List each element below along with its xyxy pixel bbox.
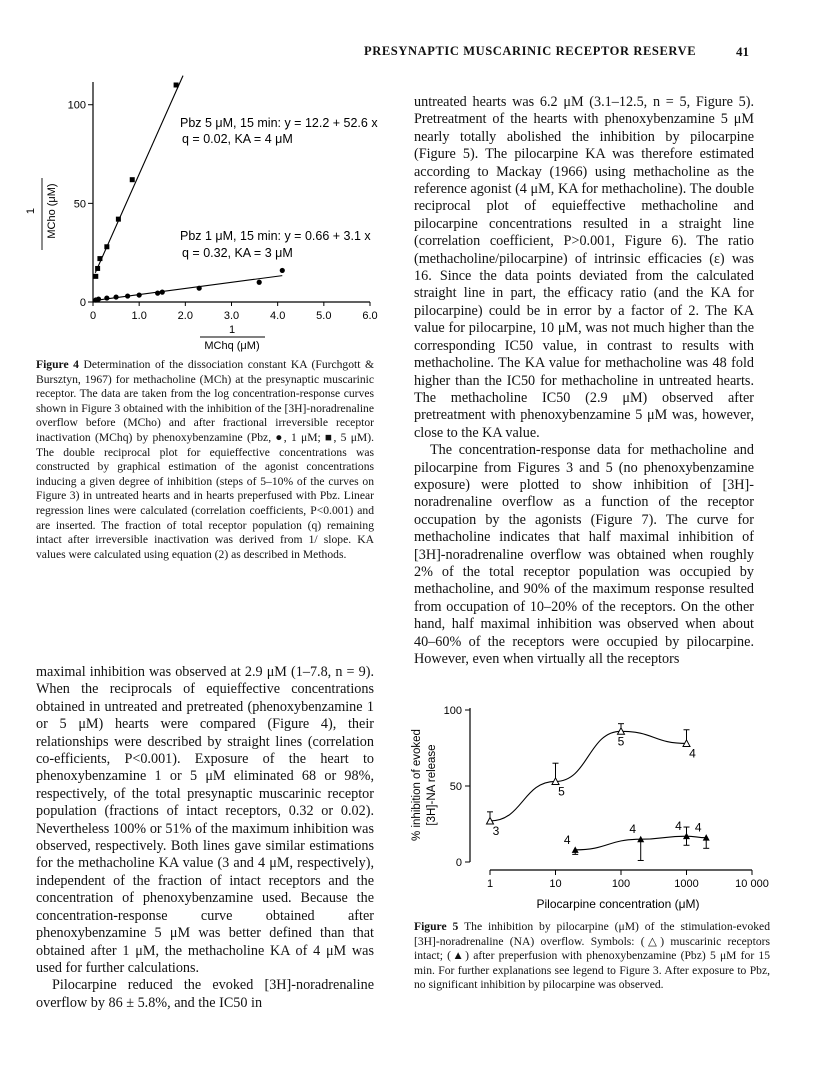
fig4-point-square — [97, 256, 102, 261]
fig4-point-circle — [257, 280, 262, 285]
fig5-ylabel-line2: [3H]-NA release — [426, 744, 438, 826]
running-title: PRESYNAPTIC MUSCARINIC RECEPTOR RESERVE — [364, 44, 697, 58]
fig5-x-tick-label: 100 — [611, 878, 631, 890]
left-paragraph-1: maximal inhibition was observed at 2.9 μM (1–7.8, n = 9). When the reciprocals of equieffective concentrations obtained in untreated and pretreated (phenoxybenzamine 1 or 5 μM) hearts were compared (Figure 4), their relationships were described by straight lines (correlation co-efficients, P<0.001). Exposure of the heart to phenoxybenzamine 1 or 5 μM eliminated 68 or 98%, respectively, of the total presynaptic muscarinic receptor population (fractions of intact receptors, 0.32 or 0.02). Nevertheless 100% or 51% of the maximum inhibition was observed, respectively. Both lines gave similar estimations for the methacholine KA value (3 and 4 μM, respectively), independent of the fraction of intact receptors and the concentration of phenoxybenzamine used. Because the concentration-response curve obtained after phenoxybenzamine 5 μM was better defined than that obtained after 1 μM, the methacholine KA of 4 μM was used for further calculations. — [36, 664, 374, 976]
figure-4-caption — [36, 358, 374, 562]
fig4-point-square — [95, 266, 100, 271]
right-paragraph-2: The concentration-response data for methacholine and pilocarpine from Figures 3 and 5 (no phenoxybenzamine exposure) were plotted to show inhibition of [3H]-noradrenaline overflow as a function of the receptor occupation by the agonists (Figure 7). The curve for methacholine indicates that half maximal inhibition of [3H]-noradrenaline overflow was obtained when roughly 2% of the total receptor population was occupied by methacholine, and 90% of the maximum response resulted from occupation of 10–20% of the receptors. On the other hand, half maximal inhibition was observed when about 40–60% of the receptors were occupied by pilocarpine. However, even when virtually all the receptors — [414, 442, 754, 667]
figure-5-chart — [395, 700, 795, 915]
fig5-curves — [490, 731, 706, 850]
fig4-point-circle — [155, 291, 160, 296]
fig4-x-tick-label: 3.0 — [223, 310, 240, 322]
fig4-fit-lines — [93, 76, 282, 301]
fig4-x-tick-label: 1.0 — [131, 310, 147, 322]
fig4-point-circle — [280, 268, 285, 273]
fig4-ylabel-den: MCho (μM) — [46, 183, 58, 239]
fig4-x-tick-label: 5.0 — [316, 310, 332, 322]
fig4-y-ticks — [68, 100, 93, 309]
fig5-ylabel-line1: % inhibition of evoked — [411, 729, 423, 841]
right-paragraph-1: untreated hearts was 6.2 μM (3.1–12.5, n = 5, Figure 5). Pretreatment of the hearts with phenoxybenzamine 5 μM nearly totally abolished the inhibition by pilocarpine (Figure 5). The pilocarpine KA was therefore estimated according to Mackay (1966) using methacholine as the reference agonist (4 μM, KA for methacholine). The double reciprocal plot of equieffective methacholine and pilocarpine concentrations resulted in a straight line (correlation coefficient, P>0.001, Figure 6). The ratio (methacholine/pilocarpine) of intrinsic efficacies (ε) was 16. Since the data points deviated from the calculated straight line in part, the efficacy ratio (and the KA for pilocarpine) could be in error by a factor of 2. The KA value for pilocarpine, 10 μM, was not much higher than the corresponding IC50 value, in contrast to results with methacholine. The KA value for methacholine was 48 fold higher than the IC50 for methacholine in untreated hearts. The methacholine IC50 (2.9 μM) observed after pretreatment with phenoxybenzamine 5 μM was, however, close to the KA value. — [414, 94, 754, 441]
fig5-y-tick-label: 100 — [443, 705, 462, 717]
fig4-x-label — [200, 324, 265, 352]
fig4-annotations — [180, 116, 378, 260]
fig4-x-tick-label: 4.0 — [270, 310, 286, 322]
fig5-n-label: 5 — [558, 784, 565, 799]
fig5-n-label: 4 — [563, 832, 571, 847]
page-number: 41 — [736, 44, 749, 59]
fig5-x-tick-label: 1000 — [674, 878, 699, 890]
fig4-point-circle — [137, 292, 142, 297]
fig5-y-tick-label: 0 — [455, 857, 462, 869]
fig4-x-ticks — [90, 302, 378, 322]
fig4-annotation-pbz5-line1: Pbz 5 μM, 15 min: y = 12.2 + 52.6 x — [180, 116, 378, 130]
fig4-point-square — [174, 83, 179, 88]
fig4-fit-line-pbz1 — [93, 276, 282, 301]
fig4-y-tick-label: 50 — [73, 198, 86, 211]
figure-5-caption-label: Figure 5 — [414, 920, 459, 933]
fig4-point-circle — [96, 296, 101, 301]
fig4-x-tick-label: 6.0 — [362, 310, 378, 322]
fig5-n-label: 5 — [617, 734, 625, 749]
fig4-y-label — [25, 178, 58, 250]
left-column — [36, 664, 374, 1012]
fig4-y-tick-label: 100 — [67, 99, 86, 112]
fig5-x-tick-label: 10 — [549, 878, 562, 890]
fig5-n-label: 4 — [689, 746, 696, 761]
fig5-curve-intact — [490, 731, 687, 821]
fig4-annotation-pbz1-line2: q = 0.32, KA = 3 μM — [182, 246, 293, 260]
fig5-x-label: Pilocarpine concentration (μM) — [536, 897, 700, 911]
fig4-point-square — [130, 177, 135, 182]
figure-5-caption-text: The inhibition by pilocarpine (μM) of the stimulation-evoked [3H]-noradrenaline (NA) overflow. Symbols: (△) muscarinic receptors intact; (▲) after preperfusion with phenoxybenzamine (Pbz) 5 μM for 15 min. For further explanations see legend to Figure 3. After exposure to Pbz, no significant inhibition by pilocarpine was observed. — [414, 920, 770, 992]
fig4-annotation-pbz1-line1: Pbz 1 μM, 15 min: y = 0.66 + 3.1 x — [180, 229, 371, 243]
fig5-n-label: 4 — [675, 819, 682, 834]
fig4-xlabel-den: MChq (μM) — [204, 340, 260, 352]
fig5-n-label: 4 — [629, 822, 637, 837]
figure-4-caption-text: Determination of the dissociation constant KA (Furchgott & Bursztyn, 1967) for methacholine (MCh) at the presynaptic muscarinic receptor. The data are taken from the log concentration-response curves shown in Figure 3 obtained with the inhibition of the [3H]-noradrenaline overflow before (MCho) and after fractional irreversible receptor inactivation (MChq) by phenoxybenzamine (Pbz, ●, 1 μM; ■, 5 μM). The double reciprocal plot for equieffective concentrations was constructed by graphical estimation of the agonist concentrations inducing a given degree of inhibition (steps of 5–10% of the curves on Figure 3) in untreated hearts and in hearts preperfused with Pbz. Linear regression lines were calculated (correlation coefficients, P<0.001) and are inserted. The fraction of total receptor population (q) remaining intact after irreversible inactivation was derived from 1/ slope. KA values were calculated using equation (2) as described in Methods. — [36, 358, 375, 561]
fig4-point-circle — [104, 295, 109, 300]
fig4-point-circle — [197, 286, 202, 291]
fig4-point-square — [104, 244, 109, 249]
fig5-axes — [470, 708, 752, 870]
fig4-xlabel-num: 1 — [228, 324, 236, 336]
figure-5-caption — [414, 920, 770, 993]
fig4-point-circle — [113, 294, 118, 299]
left-paragraph-2: Pilocarpine reduced the evoked [3H]-noradrenaline overflow by 86 ± 5.8%, and the IC50 in — [36, 977, 374, 1011]
fig4-point-square — [93, 274, 98, 279]
fig5-y-ticks — [444, 705, 470, 869]
fig4-x-tick-label: 2.0 — [177, 310, 193, 322]
fig5-x-tick-label: 1 — [486, 878, 494, 890]
fig4-point-square — [116, 217, 121, 222]
figure-4-chart — [0, 60, 410, 355]
fig5-y-label — [411, 729, 438, 841]
right-column — [414, 94, 754, 668]
fig5-n-label: 4 — [694, 820, 702, 835]
fig4-annotation-pbz5-line2: q = 0.02, KA = 4 μM — [182, 132, 293, 146]
fig5-x-ticks — [487, 870, 769, 890]
fig4-x-tick-label: 0 — [89, 310, 97, 322]
fig4-y-tick-label: 0 — [79, 297, 86, 309]
fig5-points — [487, 724, 710, 861]
fig5-y-tick-label: 50 — [449, 781, 462, 793]
fig5-x-tick-label: 10 000 — [735, 878, 769, 890]
fig4-ylabel-num: 1 — [25, 207, 37, 215]
fig4-point-circle — [160, 290, 165, 295]
figure-4-caption-label: Figure 4 — [36, 358, 79, 371]
fig5-n-label: 3 — [492, 823, 500, 838]
fig4-point-circle — [125, 293, 130, 298]
fig4-fit-line-pbz5 — [95, 76, 183, 273]
fig4-axes — [93, 82, 370, 302]
